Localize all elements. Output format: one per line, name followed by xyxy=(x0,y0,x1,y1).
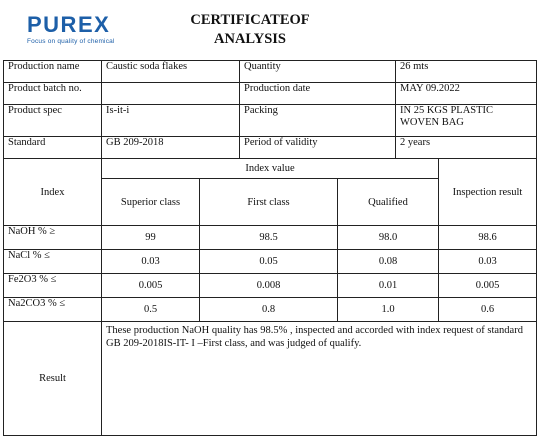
index-cell: NaCl % ≤ xyxy=(4,250,102,274)
company-logo xyxy=(27,14,115,45)
inspection-result-cell: 0.005 xyxy=(439,274,537,298)
first-class-cell: 0.008 xyxy=(200,274,338,298)
info-row-production xyxy=(4,61,537,83)
superior-cell: 0.5 xyxy=(102,298,200,322)
inspection-result-header: Inspection result xyxy=(439,159,537,226)
validity-label: Period of validity xyxy=(240,137,396,159)
superior-class-header: Superior class xyxy=(102,179,200,226)
batch-value xyxy=(102,83,240,105)
first-class-cell: 0.8 xyxy=(200,298,338,322)
table-row xyxy=(4,298,537,322)
index-header: Index xyxy=(4,159,102,226)
qualified-header: Qualified xyxy=(338,179,439,226)
result-label: Result xyxy=(4,322,102,436)
spec-value: Is-it-i xyxy=(102,105,240,137)
spec-label: Product spec xyxy=(4,105,102,137)
standard-label: Standard xyxy=(4,137,102,159)
batch-label: Product batch no. xyxy=(4,83,102,105)
index-cell: Fe2O3 % ≤ xyxy=(4,274,102,298)
first-class-cell: 98.5 xyxy=(200,226,338,250)
index-value-header: Index value xyxy=(102,159,439,179)
production-name-value: Caustic soda flakes xyxy=(102,61,240,83)
title-line-1: CERTIFICATEOF xyxy=(190,12,310,28)
qualified-cell: 98.0 xyxy=(338,226,439,250)
qualified-cell: 1.0 xyxy=(338,298,439,322)
table-row xyxy=(4,250,537,274)
logo-tagline: Focus on quality of chemical xyxy=(27,38,115,45)
validity-value: 2 years xyxy=(396,137,537,159)
logo-wordmark: PUREX xyxy=(27,12,111,37)
certificate-table xyxy=(3,60,537,436)
document-title xyxy=(160,11,340,49)
superior-cell: 0.03 xyxy=(102,250,200,274)
production-name-label: Production name xyxy=(4,61,102,83)
production-date-value: MAY 09.2022 xyxy=(396,83,537,105)
table-row xyxy=(4,226,537,250)
table-row xyxy=(4,274,537,298)
first-class-cell: 0.05 xyxy=(200,250,338,274)
superior-cell: 0.005 xyxy=(102,274,200,298)
quantity-label: Quantity xyxy=(240,61,396,83)
qualified-cell: 0.01 xyxy=(338,274,439,298)
superior-cell: 99 xyxy=(102,226,200,250)
inspection-result-cell: 0.03 xyxy=(439,250,537,274)
qualified-cell: 0.08 xyxy=(338,250,439,274)
quantity-value: 26 mts xyxy=(396,61,537,83)
standard-value: GB 209-2018 xyxy=(102,137,240,159)
title-line-2: ANALYSIS xyxy=(214,31,286,47)
result-text: These production NaOH quality has 98.5% , inspected and accorded with index request of standard GB 209-2018IS-IT- I –First class, and was judged of qualify. xyxy=(102,322,537,436)
inspection-result-cell: 98.6 xyxy=(439,226,537,250)
production-date-label: Production date xyxy=(240,83,396,105)
info-row-batch xyxy=(4,83,537,105)
index-cell: Na2CO3 % ≤ xyxy=(4,298,102,322)
result-row xyxy=(4,322,537,436)
analysis-header-row-1 xyxy=(4,159,537,179)
packing-value: IN 25 KGS PLASTIC WOVEN BAG xyxy=(396,105,537,137)
index-cell: NaOH % ≥ xyxy=(4,226,102,250)
first-class-header: First class xyxy=(200,179,338,226)
info-row-spec xyxy=(4,105,537,137)
packing-label: Packing xyxy=(240,105,396,137)
info-row-standard xyxy=(4,137,537,159)
inspection-result-cell: 0.6 xyxy=(439,298,537,322)
